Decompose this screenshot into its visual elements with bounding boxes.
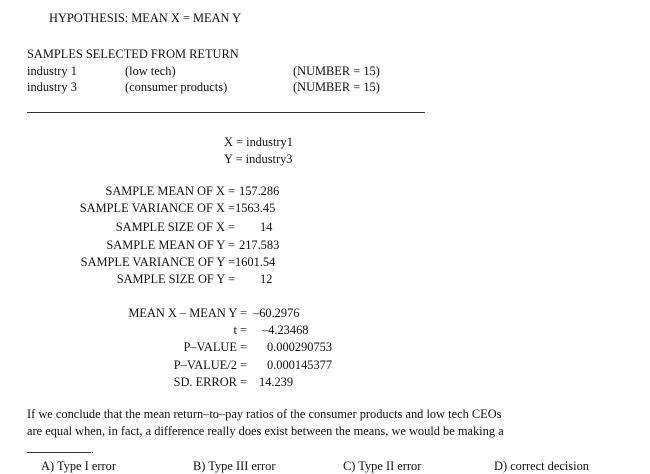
result-label: SD. ERROR = — [173, 375, 247, 389]
stat-value: 1563.45 — [235, 201, 276, 215]
choice-d[interactable] — [494, 458, 589, 474]
sample-description: (low tech) — [125, 64, 176, 78]
result-value: –4.23468 — [262, 323, 309, 337]
choice-a[interactable] — [41, 458, 116, 474]
x-definition: X = industry1 — [224, 135, 293, 149]
result-label: t = — [233, 323, 247, 337]
result-value: –60.2976 — [253, 306, 300, 320]
stat-value: 12 — [260, 272, 273, 286]
stat-label: SAMPLE SIZE OF Y = — [116, 272, 235, 286]
horizontal-rule — [27, 112, 425, 113]
sample-number: (NUMBER = 15) — [293, 64, 380, 78]
sample-industry: industry 3 — [27, 80, 77, 94]
choice-b[interactable] — [193, 458, 276, 474]
blank-period: . — [91, 442, 95, 456]
stat-label: SAMPLE MEAN OF X = — [105, 184, 235, 198]
stat-label: SAMPLE MEAN OF Y = — [106, 238, 235, 252]
hypothesis-line: HYPOTHESIS: MEAN X = MEAN Y — [49, 11, 242, 25]
stat-value: 157.286 — [239, 184, 280, 198]
answer-blank — [27, 441, 94, 457]
result-value: 0.000145377 — [267, 358, 333, 372]
stat-value: 217.583 — [239, 238, 280, 252]
question-line-2: are equal when, in fact, a difference really does exist between the means, we would be making a — [27, 424, 504, 438]
stat-value: 14 — [260, 220, 273, 234]
stat-value: 1601.54 — [235, 255, 276, 269]
question-line-1: If we conclude that the mean return–to–pay ratios of the consumer products and low tech CEOs — [27, 407, 502, 421]
sample-industry: industry 1 — [27, 64, 77, 78]
choice-c[interactable] — [343, 458, 421, 474]
choice-letter: C) — [343, 459, 356, 473]
result-label: P–VALUE/2 = — [173, 358, 247, 372]
sample-number: (NUMBER = 15) — [293, 80, 380, 94]
stat-label: SAMPLE VARIANCE OF Y = — [80, 255, 235, 269]
choice-letter: D) — [494, 459, 508, 473]
result-value: 14.239 — [259, 375, 294, 389]
choice-text: Type I error — [56, 459, 116, 473]
blank-underline — [27, 441, 91, 453]
choice-text: Type II error — [358, 459, 422, 473]
sample-description: (consumer products) — [125, 80, 228, 94]
stat-label: SAMPLE SIZE OF X = — [115, 220, 235, 234]
result-label: MEAN X – MEAN Y = — [128, 306, 247, 320]
y-definition: Y = industry3 — [224, 152, 293, 166]
result-value: 0.000290753 — [267, 340, 333, 354]
choice-text: Type III error — [208, 459, 276, 473]
stat-label: SAMPLE VARIANCE OF X = — [79, 201, 235, 215]
choice-letter: B) — [193, 459, 206, 473]
choice-letter: A) — [41, 459, 55, 473]
result-label: P–VALUE = — [183, 340, 247, 354]
choice-text: correct decision — [510, 459, 589, 473]
samples-heading: SAMPLES SELECTED FROM RETURN — [27, 47, 239, 61]
